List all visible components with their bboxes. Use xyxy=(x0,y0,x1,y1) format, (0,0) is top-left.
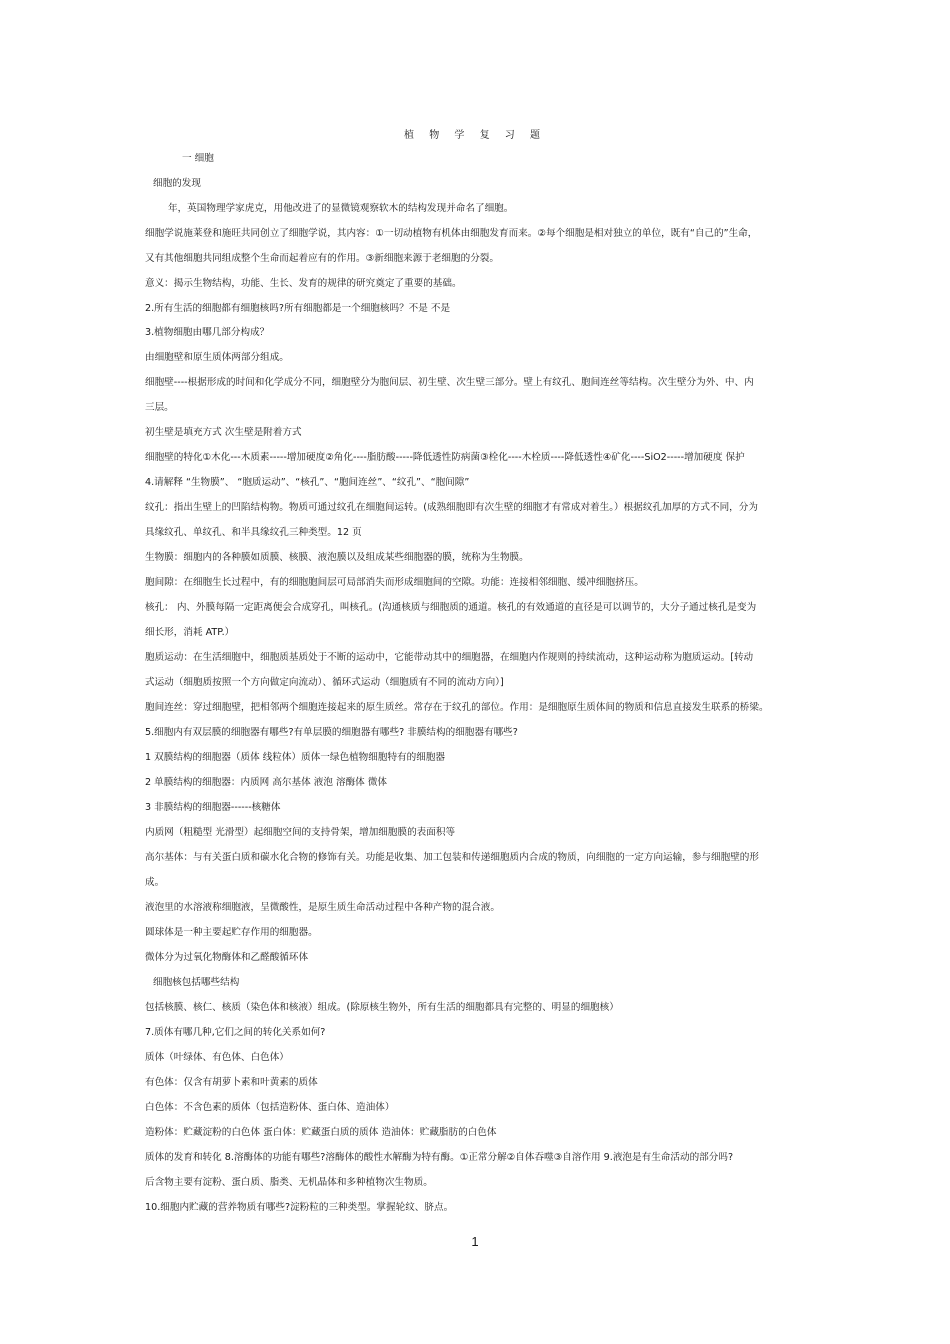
text-line: 一 细胞 xyxy=(182,153,214,164)
text-line: 微体分为过氧化物酶体和乙醛酸循环体 xyxy=(145,952,309,963)
text-line: 三层。 xyxy=(145,402,174,413)
text-line: 由细胞壁和原生质体两部分组成。 xyxy=(145,352,289,363)
text-line: 胞间隙：在细胞生长过程中，有的细胞胞间层可局部消失而形成细胞间的空隙。功能：连接相邻细胞、缓冲细胞挤压。 xyxy=(145,577,644,588)
text-line: 成。 xyxy=(145,877,165,888)
text-line: 2.所有生活的细胞都有细胞核吗?所有细胞都是一个细胞核吗？不是 不是 xyxy=(145,303,451,314)
text-line: 生物膜：细胞内的各种膜如质膜、核膜、液泡膜以及组成某些细胞器的膜，统称为生物膜。 xyxy=(145,552,529,563)
text-line: 后含物主要有淀粉、蛋白质、脂类、无机晶体和多种植物次生物质。 xyxy=(145,1177,433,1188)
text-line: 3.植物细胞由哪几部分构成？ xyxy=(145,327,270,338)
text-line: 高尔基体：与有关蛋白质和碳水化合物的修饰有关。功能是收集、加工包装和传递细胞质内合成的物质，向细胞的一定方向运输，参与细胞壁的形 xyxy=(145,852,759,863)
text-line: 3 非膜结构的细胞器------核糖体 xyxy=(145,802,281,813)
text-line: 核孔： 内、外膜每隔一定距离便会合成穿孔，叫核孔。(沟通核质与细胞质的通道。核孔的有效通道的直径是可以调节的，大分子通过核孔是变为 xyxy=(145,602,757,613)
text-line: 10.细胞内贮藏的营养物质有哪些?淀粉粒的三种类型。掌握轮纹、脐点。 xyxy=(145,1202,454,1213)
text-line: 年，英国物理学家虎克，用他改进了的显微镜观察软木的结构发现并命名了细胞。 xyxy=(168,203,514,214)
text-line: 细胞学说施莱登和施旺共同创立了细胞学说，其内容：①一切动植物有机体由细胞发育而来。②每个细胞是相对独立的单位，既有“自己的”生命， xyxy=(145,228,758,239)
text-line: 有色体：仅含有胡萝卜素和叶黄素的质体 xyxy=(145,1077,318,1088)
text-line: 胞间连丝：穿过细胞壁，把相邻两个细胞连接起来的原生质丝。常存在于纹孔的部位。作用：是细胞原生质体间的物质和信息直接发生联系的桥梁。 xyxy=(145,702,769,713)
text-line: 质体的发育和转化 8.溶酶体的功能有哪些?溶酶体的酸性水解酶为特有酶。①正常分解②自体吞噬③自溶作用 9.液泡是有生命活动的部分吗? xyxy=(145,1152,734,1163)
text-line: 又有其他细胞共同组成整个生命而起着应有的作用。③新细胞来源于老细胞的分裂。 xyxy=(145,253,499,264)
text-line: 液泡里的水溶液称细胞液，呈微酸性，是原生质生命活动过程中各种产物的混合液。 xyxy=(145,902,500,913)
text-line: 造粉体：贮藏淀粉的白色体 蛋白体：贮藏蛋白质的质体 造油体：贮藏脂肪的白色体 xyxy=(145,1127,497,1138)
text-line: 圆球体是一种主要起贮存作用的细胞器。 xyxy=(145,927,318,938)
text-line: 细胞核包括哪些结构 xyxy=(153,977,240,988)
page-number: 1 xyxy=(471,1234,479,1249)
text-line: 细胞壁----根据形成的时间和化学成分不同，细胞壁分为胞间层、初生壁、次生壁三部分。壁上有纹孔、胞间连丝等结构。次生壁分为外、中、内 xyxy=(145,377,754,388)
text-line: 意义：揭示生物结构，功能、生长、发育的规律的研究奠定了重要的基础。 xyxy=(145,278,462,289)
text-line: 包括核膜、核仁、核质（染色体和核液）组成。(除原核生物外，所有生活的细胞都具有完整的、明显的细胞核） xyxy=(145,1002,619,1013)
text-line: 初生壁是填充方式 次生壁是附着方式 xyxy=(145,427,302,438)
text-line: 4.请解释 “生物膜”、 “胞质运动”、“核孔”、“胞间连丝”、“纹孔”、“胞间隙” xyxy=(145,477,470,488)
text-line: 细胞壁的特化①木化---木质素-----增加硬度②角化----脂肪酸-----降低透性防病菌③栓化----木栓质----降低透性④矿化----SiO2-----增加硬度 保护 xyxy=(145,452,745,463)
text-line: 纹孔：指出生壁上的凹陷结构物。物质可通过纹孔在细胞间运转。(成熟细胞即有次生壁的细胞才有常成对着生。）根据纹孔加厚的方式不同，分为 xyxy=(145,502,758,513)
text-line: 7.质体有哪几种,它们之间的转化关系如何? xyxy=(145,1027,326,1038)
text-line: 具缘纹孔、单纹孔、和半具缘纹孔三种类型。12 页 xyxy=(145,527,362,538)
text-line: 质体（叶绿体、有色体、白色体） xyxy=(145,1052,289,1063)
text-line: 1 双膜结构的细胞器（质体 线粒体）质体一绿色植物细胞特有的细胞器 xyxy=(145,752,446,763)
text-line: 细胞的发现 xyxy=(153,178,201,189)
text-line: 白色体：不含色素的质体（包括造粉体、蛋白体、造油体） xyxy=(145,1102,395,1113)
document-title: 植 物 学 复 习 题 xyxy=(404,130,546,141)
text-line: 5.细胞内有双层膜的细胞器有哪些?有单层膜的细胞器有哪些? 非膜结构的细胞器有哪些? xyxy=(145,727,518,738)
text-line: 细长形，消耗 ATP.） xyxy=(145,627,235,638)
text-line: 2 单膜结构的细胞器：内质网 高尔基体 液泡 溶酶体 微体 xyxy=(145,777,388,788)
text-line: 式运动（细胞质按照一个方向做定向流动）、循环式运动（细胞质有不同的流动方向）] xyxy=(145,677,504,688)
text-line: 内质网（粗糙型 光滑型）起细胞空间的支持骨架，增加细胞膜的表面积等 xyxy=(145,827,456,838)
text-line: 胞质运动：在生活细胞中，细胞质基质处于不断的运动中，它能带动其中的细胞器，在细胞内作规则的持续流动，这种运动称为胞质运动。[转动 xyxy=(145,652,754,663)
